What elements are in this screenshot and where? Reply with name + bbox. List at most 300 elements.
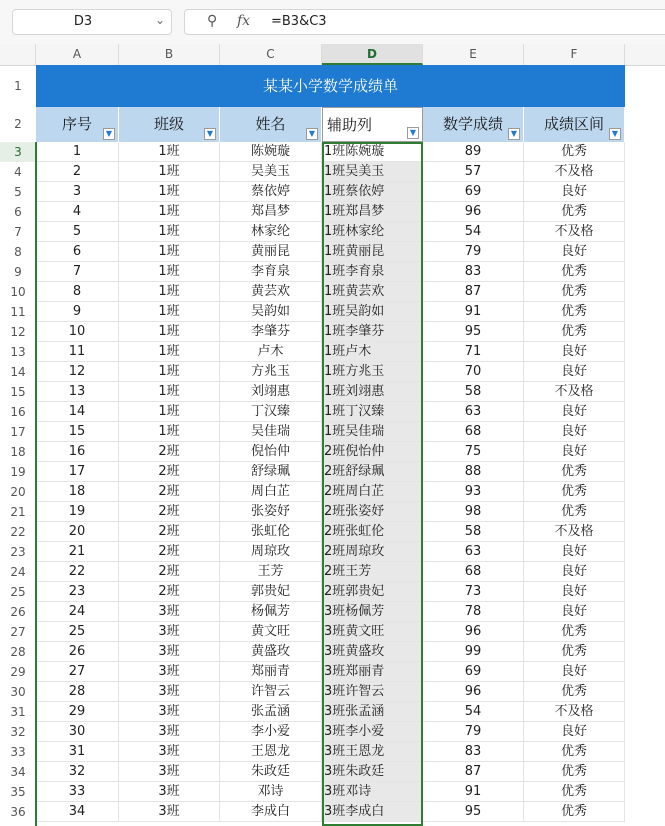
- cell-a7[interactable]: 5: [36, 222, 119, 242]
- cell-d35[interactable]: 3班邓诗: [322, 782, 423, 802]
- cell-a34[interactable]: 32: [36, 762, 119, 782]
- cell-d12[interactable]: 1班李肇芬: [322, 322, 423, 342]
- cell-b28[interactable]: 3班: [119, 642, 220, 662]
- row-header-11[interactable]: 11: [10, 305, 26, 319]
- row-header-23[interactable]: 23: [10, 545, 26, 559]
- row-header-22[interactable]: 22: [10, 525, 26, 539]
- cell-a33[interactable]: 31: [36, 742, 119, 762]
- cell-d33[interactable]: 3班王恩龙: [322, 742, 423, 762]
- cell-c21[interactable]: 张姿妤: [220, 502, 322, 522]
- cell-a20[interactable]: 18: [36, 482, 119, 502]
- cell-c16[interactable]: 丁汉臻: [220, 402, 322, 422]
- cell-f4[interactable]: 不及格: [524, 162, 625, 182]
- cell-f24[interactable]: 良好: [524, 562, 625, 582]
- cell-b35[interactable]: 3班: [119, 782, 220, 802]
- cell-d9[interactable]: 1班李育泉: [322, 262, 423, 282]
- cell-c23[interactable]: 周琼玫: [220, 542, 322, 562]
- cell-f11[interactable]: 优秀: [524, 302, 625, 322]
- cell-c7[interactable]: 林家纶: [220, 222, 322, 242]
- cell-a10[interactable]: 8: [36, 282, 119, 302]
- cell-b23[interactable]: 2班: [119, 542, 220, 562]
- row-header-9[interactable]: 9: [14, 265, 22, 279]
- cell-d25[interactable]: 2班郭贵妃: [322, 582, 423, 602]
- column-header-b[interactable]: B: [119, 44, 220, 65]
- cell-f14[interactable]: 良好: [524, 362, 625, 382]
- cell-a28[interactable]: 26: [36, 642, 119, 662]
- cell-a6[interactable]: 4: [36, 202, 119, 222]
- cell-a8[interactable]: 6: [36, 242, 119, 262]
- table-row: [36, 202, 625, 222]
- header-cell-e[interactable]: [423, 107, 524, 142]
- cell-b26[interactable]: 3班: [119, 602, 220, 622]
- chevron-down-icon[interactable]: ⌄: [154, 13, 165, 27]
- cell-c8[interactable]: 黄丽昆: [220, 242, 322, 262]
- cell-f23[interactable]: 良好: [524, 542, 625, 562]
- row-header-36[interactable]: 36: [10, 805, 26, 819]
- cell-c35[interactable]: 邓诗: [220, 782, 322, 802]
- row-header-24[interactable]: 24: [10, 565, 26, 579]
- cell-a25[interactable]: 23: [36, 582, 119, 602]
- cell-b20[interactable]: 2班: [119, 482, 220, 502]
- cell-c28[interactable]: 黄盛玫: [220, 642, 322, 662]
- cell-b16[interactable]: 1班: [119, 402, 220, 422]
- row-header-20[interactable]: 20: [10, 485, 26, 499]
- cell-e30[interactable]: 96: [423, 682, 524, 702]
- select-all-corner[interactable]: [0, 44, 36, 65]
- row-header-16[interactable]: 16: [10, 405, 26, 419]
- cell-d13[interactable]: 1班卢木: [322, 342, 423, 362]
- cell-e23[interactable]: 63: [423, 542, 524, 562]
- formula-text[interactable]: =B3&C3: [271, 14, 327, 29]
- cell-f21[interactable]: 优秀: [524, 502, 625, 522]
- cell-e9[interactable]: 83: [423, 262, 524, 282]
- cell-a3[interactable]: 1: [36, 142, 119, 162]
- table-row: [36, 422, 625, 442]
- cell-d7[interactable]: 1班林家纶: [322, 222, 423, 242]
- table-row: [36, 642, 625, 662]
- cell-d23[interactable]: 2班周琼玫: [322, 542, 423, 562]
- cell-b8[interactable]: 1班: [119, 242, 220, 262]
- cell-a12[interactable]: 10: [36, 322, 119, 342]
- cell-e3[interactable]: 89: [423, 142, 524, 162]
- cell-f5[interactable]: 良好: [524, 182, 625, 202]
- cell-c24[interactable]: 王芳: [220, 562, 322, 582]
- cell-f12[interactable]: 优秀: [524, 322, 625, 342]
- cell-d24[interactable]: 2班王芳: [322, 562, 423, 582]
- table-row: [36, 622, 625, 642]
- cell-f25[interactable]: 良好: [524, 582, 625, 602]
- cell-e5[interactable]: 69: [423, 182, 524, 202]
- cell-e34[interactable]: 87: [423, 762, 524, 782]
- cell-e7[interactable]: 54: [423, 222, 524, 242]
- cell-c20[interactable]: 周白芷: [220, 482, 322, 502]
- cell-d4[interactable]: 1班吴美玉: [322, 162, 423, 182]
- row-header-15[interactable]: 15: [10, 385, 26, 399]
- row-header-17[interactable]: 17: [10, 425, 26, 439]
- header-label: 姓名: [255, 115, 286, 133]
- cell-e28[interactable]: 99: [423, 642, 524, 662]
- cell-a27[interactable]: 25: [36, 622, 119, 642]
- cell-d14[interactable]: 1班方兆玉: [322, 362, 423, 382]
- row-header-32[interactable]: 32: [10, 725, 26, 739]
- cell-a16[interactable]: 14: [36, 402, 119, 422]
- cell-f9[interactable]: 优秀: [524, 262, 625, 282]
- filter-dropdown-icon[interactable]: ▼: [508, 128, 520, 140]
- cell-e12[interactable]: 95: [423, 322, 524, 342]
- cell-d18[interactable]: 2班倪怡仲: [322, 442, 423, 462]
- row-header-26[interactable]: 26: [10, 605, 26, 619]
- cell-b27[interactable]: 3班: [119, 622, 220, 642]
- cell-d36[interactable]: 3班李成白: [322, 802, 423, 822]
- table-row: [36, 262, 625, 282]
- column-header-f[interactable]: F: [524, 44, 625, 65]
- row-header-13[interactable]: 13: [10, 345, 26, 359]
- cell-f26[interactable]: 良好: [524, 602, 625, 622]
- table-row: [36, 542, 625, 562]
- cell-a14[interactable]: 12: [36, 362, 119, 382]
- cell-f3[interactable]: 优秀: [524, 142, 625, 162]
- cell-d31[interactable]: 3班张孟涵: [322, 702, 423, 722]
- cell-f32[interactable]: 良好: [524, 722, 625, 742]
- header-cell-b[interactable]: [119, 107, 220, 142]
- row-header-27[interactable]: 27: [10, 625, 26, 639]
- cell-a26[interactable]: 24: [36, 602, 119, 622]
- cell-b6[interactable]: 1班: [119, 202, 220, 222]
- table-row: [36, 802, 625, 822]
- cell-b31[interactable]: 3班: [119, 702, 220, 722]
- table-row: [36, 222, 625, 242]
- cell-e26[interactable]: 78: [423, 602, 524, 622]
- cell-e8[interactable]: 79: [423, 242, 524, 262]
- cell-c15[interactable]: 刘翊惠: [220, 382, 322, 402]
- column-header-e[interactable]: E: [423, 44, 524, 65]
- cell-b34[interactable]: 3班: [119, 762, 220, 782]
- column-headers: [0, 44, 665, 66]
- cell-d27[interactable]: 3班黄文旺: [322, 622, 423, 642]
- cell-a23[interactable]: 21: [36, 542, 119, 562]
- filter-dropdown-icon[interactable]: ▼: [609, 128, 621, 140]
- cell-e10[interactable]: 87: [423, 282, 524, 302]
- header-label: 辅助列: [327, 116, 373, 134]
- cell-c12[interactable]: 李肇芬: [220, 322, 322, 342]
- row-header-4[interactable]: 4: [14, 165, 22, 179]
- cell-c18[interactable]: 倪怡仲: [220, 442, 322, 462]
- row-header-3[interactable]: 3: [0, 142, 36, 162]
- header-cell-c[interactable]: [220, 107, 322, 142]
- cell-b9[interactable]: 1班: [119, 262, 220, 282]
- header-cell-f[interactable]: [524, 107, 625, 142]
- row-header-28[interactable]: 28: [10, 645, 26, 659]
- cell-f29[interactable]: 良好: [524, 662, 625, 682]
- cell-e18[interactable]: 75: [423, 442, 524, 462]
- cell-e33[interactable]: 83: [423, 742, 524, 762]
- cell-a17[interactable]: 15: [36, 422, 119, 442]
- column-header-a[interactable]: A: [36, 44, 119, 65]
- cell-c36[interactable]: 李成白: [220, 802, 322, 822]
- cell-b21[interactable]: 2班: [119, 502, 220, 522]
- cell-d17[interactable]: 1班吴佳瑞: [322, 422, 423, 442]
- column-header-d[interactable]: D: [322, 44, 423, 65]
- name-box[interactable]: [12, 9, 172, 35]
- row-header-30[interactable]: 30: [10, 685, 26, 699]
- cell-c34[interactable]: 朱政廷: [220, 762, 322, 782]
- cell-a32[interactable]: 30: [36, 722, 119, 742]
- header-cell-a[interactable]: [36, 107, 119, 142]
- table-row: [36, 462, 625, 482]
- table-row: [36, 342, 625, 362]
- cell-c6[interactable]: 郑昌梦: [220, 202, 322, 222]
- cell-f33[interactable]: 优秀: [524, 742, 625, 762]
- cell-b18[interactable]: 2班: [119, 442, 220, 462]
- cell-d34[interactable]: 3班朱政廷: [322, 762, 423, 782]
- cell-a31[interactable]: 29: [36, 702, 119, 722]
- table-row: [36, 442, 625, 462]
- cell-e11[interactable]: 91: [423, 302, 524, 322]
- cell-d6[interactable]: 1班郑昌梦: [322, 202, 423, 222]
- cell-e20[interactable]: 93: [423, 482, 524, 502]
- cell-b32[interactable]: 3班: [119, 722, 220, 742]
- cell-c13[interactable]: 卢木: [220, 342, 322, 362]
- cell-f35[interactable]: 优秀: [524, 782, 625, 802]
- sheet-title[interactable]: 某某小学数学成绩单: [36, 65, 625, 108]
- cell-c14[interactable]: 方兆玉: [220, 362, 322, 382]
- cell-f8[interactable]: 良好: [524, 242, 625, 262]
- cell-d5[interactable]: 1班蔡依婷: [322, 182, 423, 202]
- filter-dropdown-icon[interactable]: ▼: [103, 128, 115, 140]
- row-header-35[interactable]: 35: [10, 785, 26, 799]
- row-header-8[interactable]: 8: [14, 245, 22, 259]
- cell-a15[interactable]: 13: [36, 382, 119, 402]
- cell-b12[interactable]: 1班: [119, 322, 220, 342]
- cell-d29[interactable]: 3班郑丽青: [322, 662, 423, 682]
- header-label: 序号: [61, 115, 92, 133]
- cell-d8[interactable]: 1班黄丽昆: [322, 242, 423, 262]
- cell-e14[interactable]: 70: [423, 362, 524, 382]
- cell-e16[interactable]: 63: [423, 402, 524, 422]
- table-row: [36, 182, 625, 202]
- cell-e6[interactable]: 96: [423, 202, 524, 222]
- cell-f18[interactable]: 良好: [524, 442, 625, 462]
- cell-c19[interactable]: 舒绿珮: [220, 462, 322, 482]
- cell-a30[interactable]: 28: [36, 682, 119, 702]
- cell-f22[interactable]: 不及格: [524, 522, 625, 542]
- cell-c33[interactable]: 王恩龙: [220, 742, 322, 762]
- row-header-19[interactable]: 19: [10, 465, 26, 479]
- cell-e15[interactable]: 58: [423, 382, 524, 402]
- cell-c17[interactable]: 吴佳瑞: [220, 422, 322, 442]
- name-box-value: D3: [73, 14, 93, 29]
- cell-a29[interactable]: 27: [36, 662, 119, 682]
- cell-b3[interactable]: 1班: [119, 142, 220, 162]
- cell-c26[interactable]: 杨佩芳: [220, 602, 322, 622]
- cell-a19[interactable]: 17: [36, 462, 119, 482]
- cell-d16[interactable]: 1班丁汉臻: [322, 402, 423, 422]
- cell-a35[interactable]: 33: [36, 782, 119, 802]
- cell-f28[interactable]: 优秀: [524, 642, 625, 662]
- cell-f17[interactable]: 良好: [524, 422, 625, 442]
- cell-a21[interactable]: 19: [36, 502, 119, 522]
- filter-dropdown-icon[interactable]: ▼: [407, 127, 419, 139]
- cell-b25[interactable]: 2班: [119, 582, 220, 602]
- cell-f36[interactable]: 优秀: [524, 802, 625, 822]
- cell-a36[interactable]: 34: [36, 802, 119, 822]
- cell-f20[interactable]: 优秀: [524, 482, 625, 502]
- row-header-18[interactable]: 18: [10, 445, 26, 459]
- formula-bar: [0, 0, 665, 45]
- column-header-c[interactable]: C: [220, 44, 322, 65]
- header-cell-d[interactable]: [322, 107, 423, 142]
- cell-b11[interactable]: 1班: [119, 302, 220, 322]
- table-row: [36, 162, 625, 182]
- cell-a9[interactable]: 7: [36, 262, 119, 282]
- cell-a4[interactable]: 2: [36, 162, 119, 182]
- cell-b14[interactable]: 1班: [119, 362, 220, 382]
- cell-d20[interactable]: 2班周白芷: [322, 482, 423, 502]
- cell-e32[interactable]: 79: [423, 722, 524, 742]
- cell-c9[interactable]: 李育泉: [220, 262, 322, 282]
- table-row: [36, 142, 625, 162]
- row-header-5[interactable]: 5: [14, 185, 22, 199]
- row-header-2[interactable]: 2: [14, 117, 22, 131]
- table-row: [36, 482, 625, 502]
- fx-icon[interactable]: fx: [237, 13, 251, 29]
- cell-e36[interactable]: 95: [423, 802, 524, 822]
- cell-e19[interactable]: 88: [423, 462, 524, 482]
- table-row: [36, 782, 625, 802]
- cell-e27[interactable]: 96: [423, 622, 524, 642]
- table-row: [36, 702, 625, 722]
- cell-e31[interactable]: 54: [423, 702, 524, 722]
- cell-a5[interactable]: 3: [36, 182, 119, 202]
- table-row: [36, 282, 625, 302]
- cell-c30[interactable]: 许智云: [220, 682, 322, 702]
- cell-c10[interactable]: 黄芸欢: [220, 282, 322, 302]
- cell-e22[interactable]: 58: [423, 522, 524, 542]
- cell-a22[interactable]: 20: [36, 522, 119, 542]
- zoom-icon[interactable]: ⚲: [207, 13, 218, 29]
- filter-dropdown-icon[interactable]: ▼: [204, 128, 216, 140]
- row-header-12[interactable]: 12: [10, 325, 26, 339]
- cell-f16[interactable]: 良好: [524, 402, 625, 422]
- cell-c27[interactable]: 黄文旺: [220, 622, 322, 642]
- cell-d32[interactable]: 3班李小爱: [322, 722, 423, 742]
- cell-b36[interactable]: 3班: [119, 802, 220, 822]
- cell-d22[interactable]: 2班张虹伦: [322, 522, 423, 542]
- row-header-6[interactable]: 6: [14, 205, 22, 219]
- row-header-7[interactable]: 7: [14, 225, 22, 239]
- cell-f7[interactable]: 不及格: [524, 222, 625, 242]
- cell-e35[interactable]: 91: [423, 782, 524, 802]
- cell-f10[interactable]: 优秀: [524, 282, 625, 302]
- cell-f19[interactable]: 优秀: [524, 462, 625, 482]
- cell-d30[interactable]: 3班许智云: [322, 682, 423, 702]
- cell-d21[interactable]: 2班张姿妤: [322, 502, 423, 522]
- cell-b29[interactable]: 3班: [119, 662, 220, 682]
- header-label: 数学成绩: [442, 115, 503, 133]
- cell-b7[interactable]: 1班: [119, 222, 220, 242]
- row-header-21[interactable]: 21: [10, 505, 26, 519]
- table-row: [36, 562, 625, 582]
- cell-e17[interactable]: 68: [423, 422, 524, 442]
- cell-d28[interactable]: 3班黄盛玫: [322, 642, 423, 662]
- cell-c5[interactable]: 蔡依婷: [220, 182, 322, 202]
- cell-b15[interactable]: 1班: [119, 382, 220, 402]
- table-row: [36, 602, 625, 622]
- cell-b5[interactable]: 1班: [119, 182, 220, 202]
- cell-a18[interactable]: 16: [36, 442, 119, 462]
- row-header-33[interactable]: 33: [10, 745, 26, 759]
- cell-f13[interactable]: 良好: [524, 342, 625, 362]
- cell-d10[interactable]: 1班黄芸欢: [322, 282, 423, 302]
- row-header-1[interactable]: 1: [14, 79, 22, 93]
- cell-e21[interactable]: 98: [423, 502, 524, 522]
- cell-a11[interactable]: 9: [36, 302, 119, 322]
- cell-b10[interactable]: 1班: [119, 282, 220, 302]
- cell-a13[interactable]: 11: [36, 342, 119, 362]
- row-header-34[interactable]: 34: [10, 765, 26, 779]
- cell-e29[interactable]: 69: [423, 662, 524, 682]
- cell-d19[interactable]: 2班舒绿珮: [322, 462, 423, 482]
- table-row: [36, 682, 625, 702]
- row-header-14[interactable]: 14: [10, 365, 26, 379]
- cell-b30[interactable]: 3班: [119, 682, 220, 702]
- row-header-10[interactable]: 10: [10, 285, 26, 299]
- cell-e4[interactable]: 57: [423, 162, 524, 182]
- cell-c22[interactable]: 张虹伦: [220, 522, 322, 542]
- cell-e24[interactable]: 68: [423, 562, 524, 582]
- table-row: [36, 302, 625, 322]
- cell-c3[interactable]: 陈婉璇: [220, 142, 322, 162]
- cell-b33[interactable]: 3班: [119, 742, 220, 762]
- cell-d15[interactable]: 1班刘翊惠: [322, 382, 423, 402]
- cell-f6[interactable]: 优秀: [524, 202, 625, 222]
- cell-b22[interactable]: 2班: [119, 522, 220, 542]
- cell-d11[interactable]: 1班吴韵如: [322, 302, 423, 322]
- cell-d26[interactable]: 3班杨佩芳: [322, 602, 423, 622]
- cell-a24[interactable]: 22: [36, 562, 119, 582]
- cell-f30[interactable]: 优秀: [524, 682, 625, 702]
- cell-b17[interactable]: 1班: [119, 422, 220, 442]
- row-header-31[interactable]: 31: [10, 705, 26, 719]
- filter-dropdown-icon[interactable]: ▼: [306, 128, 318, 140]
- cell-c31[interactable]: 张孟涵: [220, 702, 322, 722]
- cell-b4[interactable]: 1班: [119, 162, 220, 182]
- cell-b19[interactable]: 2班: [119, 462, 220, 482]
- cell-e25[interactable]: 73: [423, 582, 524, 602]
- cell-f15[interactable]: 不及格: [524, 382, 625, 402]
- cell-c11[interactable]: 吴韵如: [220, 302, 322, 322]
- cell-e13[interactable]: 71: [423, 342, 524, 362]
- cell-f27[interactable]: 优秀: [524, 622, 625, 642]
- cell-d3[interactable]: 1班陈婉璇: [322, 142, 423, 162]
- header-label: 成绩区间: [543, 115, 604, 133]
- cell-f34[interactable]: 优秀: [524, 762, 625, 782]
- table-row: [36, 362, 625, 382]
- row-header-25[interactable]: 25: [10, 585, 26, 599]
- cell-c25[interactable]: 郭贵妃: [220, 582, 322, 602]
- table-row: [36, 242, 625, 262]
- table-row: [36, 402, 625, 422]
- formula-input-area[interactable]: [184, 9, 665, 35]
- table-row: [36, 322, 625, 342]
- cell-f31[interactable]: 不及格: [524, 702, 625, 722]
- cell-c4[interactable]: 吴美玉: [220, 162, 322, 182]
- cell-c29[interactable]: 郑丽青: [220, 662, 322, 682]
- cell-c32[interactable]: 李小爱: [220, 722, 322, 742]
- cell-b24[interactable]: 2班: [119, 562, 220, 582]
- cell-b13[interactable]: 1班: [119, 342, 220, 362]
- row-header-29[interactable]: 29: [10, 665, 26, 679]
